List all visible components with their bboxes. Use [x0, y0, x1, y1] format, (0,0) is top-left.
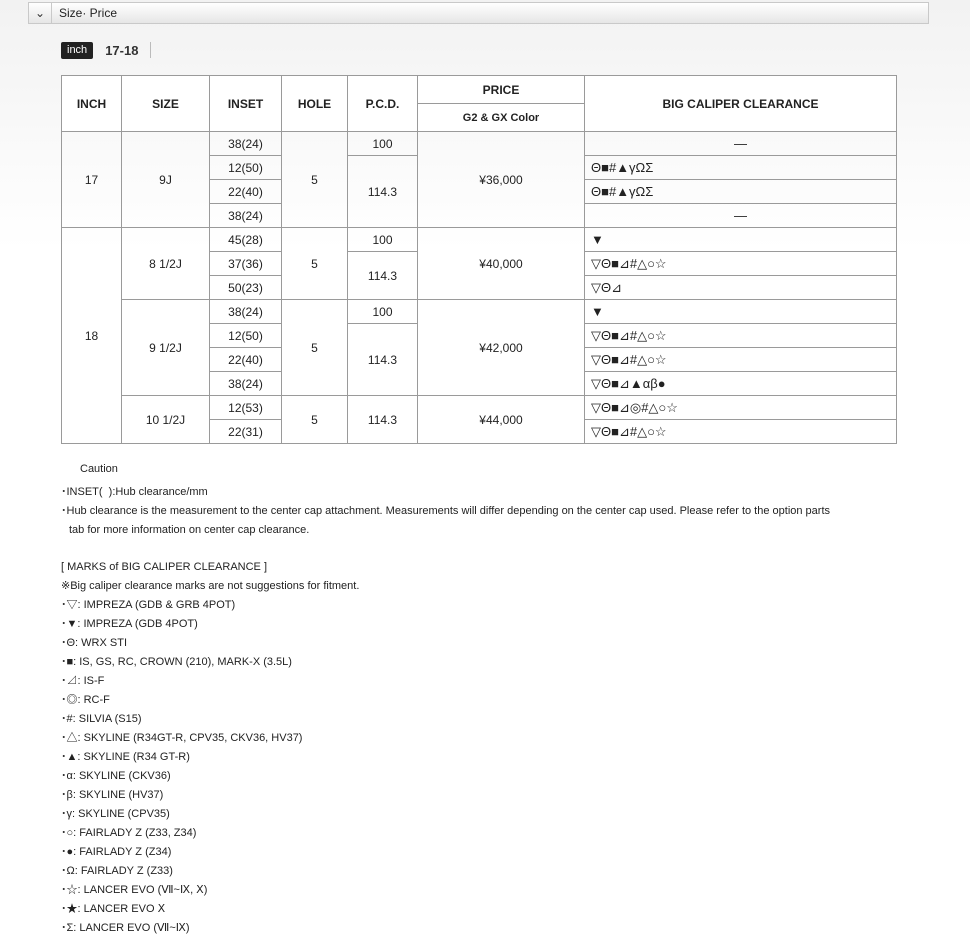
mark-item: ･○: FAIRLADY Z (Z33, Z34): [61, 827, 197, 839]
cell-price: ¥44,000: [418, 396, 585, 444]
cell-price: ¥42,000: [418, 300, 585, 396]
mark-item: ･α: SKYLINE (CKV36): [61, 770, 171, 782]
cell-pcd: 100: [348, 300, 418, 324]
cell-clearance: ▽Θ■⊿#△○☆: [585, 324, 897, 348]
chevron-down-icon[interactable]: ⌄: [29, 3, 52, 23]
cell-pcd: 114.3: [348, 156, 418, 228]
cell-size: 8 1/2J: [122, 228, 210, 300]
header-inch: INCH: [62, 76, 122, 132]
cell-clearance: ▼: [585, 300, 897, 324]
cell-clearance: ▼: [585, 228, 897, 252]
cell-hole: 5: [282, 228, 348, 300]
cell-inset: 38(24): [210, 372, 282, 396]
cell-clearance: —: [585, 204, 897, 228]
mark-item: ･☆: LANCER EVO (Ⅶ~Ⅸ, Ⅹ): [61, 884, 208, 896]
inch-filter: [61, 41, 151, 59]
mark-item: ･★: LANCER EVO Ⅹ: [61, 903, 166, 915]
note-hub-clearance-cont: tab for more information on center cap clearance.: [69, 524, 310, 536]
cell-inset: 12(50): [210, 324, 282, 348]
caution-heading: Caution: [80, 463, 118, 475]
mark-item: ･■: IS, GS, RC, CROWN (210), MARK-X (3.5L): [61, 656, 292, 668]
marks-note: ※Big caliper clearance marks are not suggestions for fitment.: [61, 580, 360, 592]
cell-inset: 37(36): [210, 252, 282, 276]
mark-item: ･▲: SKYLINE (R34 GT-R): [61, 751, 190, 763]
header-clearance: BIG CALIPER CLEARANCE: [585, 76, 897, 132]
table-row: [62, 300, 897, 324]
mark-item: ･Σ: LANCER EVO (Ⅶ~Ⅸ): [61, 922, 190, 934]
cell-inset: 38(24): [210, 204, 282, 228]
table-row: [62, 396, 897, 420]
header-inset: INSET: [210, 76, 282, 132]
cell-inset: 45(28): [210, 228, 282, 252]
divider: [150, 42, 151, 58]
cell-inset: 22(31): [210, 420, 282, 444]
mark-item: ･▼: IMPREZA (GDB 4POT): [61, 618, 198, 630]
mark-item: ･⊿: IS-F: [61, 675, 105, 687]
section-title: Size· Price: [59, 6, 118, 20]
cell-clearance: Θ■#▲γΩΣ: [585, 180, 897, 204]
cell-pcd: 114.3: [348, 252, 418, 300]
cell-price: ¥40,000: [418, 228, 585, 300]
size-price-table: [61, 75, 897, 444]
inch-badge[interactable]: inch: [61, 42, 93, 59]
cell-size: 9J: [122, 132, 210, 228]
cell-clearance: ▽Θ■⊿#△○☆: [585, 252, 897, 276]
cell-inset: 22(40): [210, 180, 282, 204]
table-row: [62, 132, 897, 156]
notes-section: [61, 460, 901, 938]
cell-pcd: 100: [348, 228, 418, 252]
marks-title: [ MARKS of BIG CALIPER CLEARANCE ]: [61, 561, 268, 573]
cell-hole: 5: [282, 132, 348, 228]
header-size: SIZE: [122, 76, 210, 132]
cell-size: 9 1/2J: [122, 300, 210, 396]
cell-pcd: 100: [348, 132, 418, 156]
cell-pcd: 114.3: [348, 396, 418, 444]
cell-inch: 18: [62, 228, 122, 444]
section-header[interactable]: [28, 2, 929, 24]
cell-clearance: Θ■#▲γΩΣ: [585, 156, 897, 180]
cell-pcd: 114.3: [348, 324, 418, 396]
cell-clearance: ▽Θ■⊿#△○☆: [585, 348, 897, 372]
cell-inset: 50(23): [210, 276, 282, 300]
cell-inch: 17: [62, 132, 122, 228]
cell-price: ¥36,000: [418, 132, 585, 228]
cell-inset: 12(53): [210, 396, 282, 420]
cell-clearance: ▽Θ■⊿#△○☆: [585, 420, 897, 444]
cell-hole: 5: [282, 300, 348, 396]
inch-range: 17-18: [105, 42, 139, 58]
cell-inset: 22(40): [210, 348, 282, 372]
mark-item: ･◎: RC-F: [61, 694, 110, 706]
cell-clearance: ▽Θ■⊿◎#△○☆: [585, 396, 897, 420]
cell-inset: 38(24): [210, 132, 282, 156]
header-hole: HOLE: [282, 76, 348, 132]
note-inset: ･INSET( ):Hub clearance/mm: [61, 486, 208, 498]
mark-item: ･β: SKYLINE (HV37): [61, 789, 164, 801]
table-row: [62, 228, 897, 252]
mark-item: ･●: FAIRLADY Z (Z34): [61, 846, 172, 858]
mark-item: ･#: SILVIA (S15): [61, 713, 142, 725]
mark-item: ･γ: SKYLINE (CPV35): [61, 808, 170, 820]
header-price: PRICE: [418, 76, 585, 104]
cell-inset: 12(50): [210, 156, 282, 180]
header-pcd: P.C.D.: [348, 76, 418, 132]
cell-hole: 5: [282, 396, 348, 444]
mark-item: ･▽: IMPREZA (GDB & GRB 4POT): [61, 599, 236, 611]
cell-clearance: ▽Θ■⊿▲αβ●: [585, 372, 897, 396]
mark-item: ･Θ: WRX STI: [61, 637, 127, 649]
note-hub-clearance: ･Hub clearance is the measurement to the center cap attachment. Measurements will differ depending on the center cap used. Please refer to the option parts: [61, 505, 831, 517]
header-price-sub: G2 & GX Color: [418, 104, 585, 132]
cell-size: 10 1/2J: [122, 396, 210, 444]
cell-clearance: —: [585, 132, 897, 156]
mark-item: ･△: SKYLINE (R34GT-R, CPV35, CKV36, HV37): [61, 732, 303, 744]
cell-inset: 38(24): [210, 300, 282, 324]
cell-clearance: ▽Θ⊿: [585, 276, 897, 300]
mark-item: ･Ω: FAIRLADY Z (Z33): [61, 865, 173, 877]
